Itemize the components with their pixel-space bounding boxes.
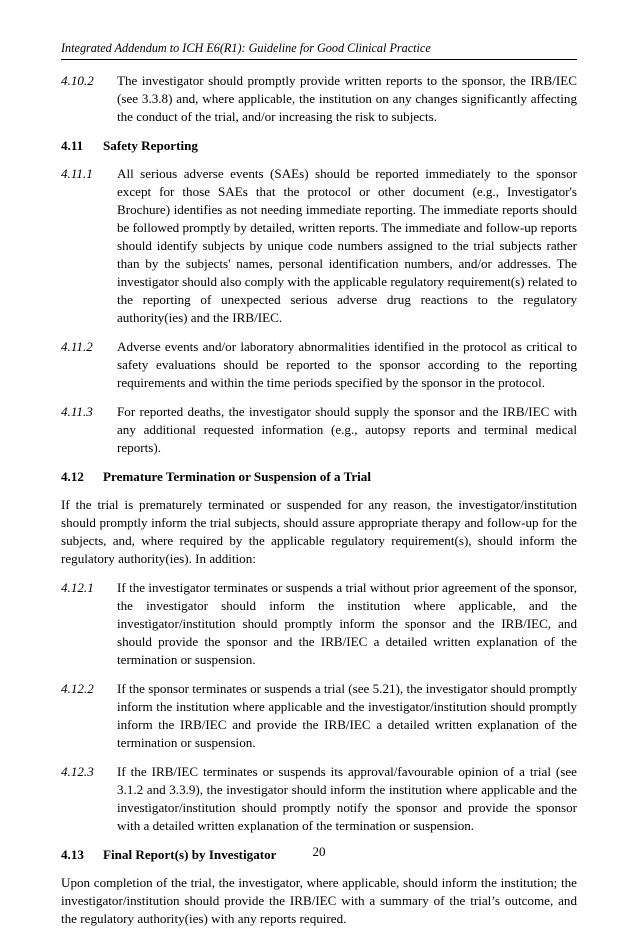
clause-4-11-2 xyxy=(61,338,577,392)
clause-4-11-3 xyxy=(61,403,577,457)
running-header: Integrated Addendum to ICH E6(R1): Guideline for Good Clinical Practice xyxy=(61,41,577,60)
section-title: Premature Termination or Suspension of a Trial xyxy=(103,469,371,484)
section-number: 4.12 xyxy=(61,469,84,484)
clause-number: 4.11.3 xyxy=(61,404,93,419)
section-title: Final Report(s) by Investigator xyxy=(103,847,277,862)
clause-text: If the investigator terminates or suspends a trial without prior agreement of the sponsor, the investigator should inform the institution where applicable, and the investigator/institution should promptly inform the sponsor and the IRB/IEC, and should provide the sponsor and the IRB/IEC a detailed written explanation of the termination or suspension. xyxy=(117,580,577,667)
section-number: 4.11 xyxy=(61,138,84,153)
section-number: 4.13 xyxy=(61,847,84,862)
clause-number: 4.12.1 xyxy=(61,580,94,595)
section-heading-4-11 xyxy=(61,137,577,155)
section-title: Safety Reporting xyxy=(103,138,198,153)
section-4-12-intro: If the trial is prematurely terminated or suspended for any reason, the investigator/institution should promptly inform the trial subjects, should assure appropriate therapy and follow-up for the subjects, and, where required by the applicable regulatory requirement(s), should inform the regulatory authority(ies). In addition: xyxy=(61,497,577,566)
clause-number: 4.12.3 xyxy=(61,764,94,779)
clause-text: If the IRB/IEC terminates or suspends its approval/favourable opinion of a trial (see 3.1.2 and 3.3.9), the investigator should inform the institution where applicable and the investigator/institution should promptly notify the sponsor and provide the sponsor with a detailed written explanation of the termination or suspension. xyxy=(117,764,577,833)
clause-text: All serious adverse events (SAEs) should be reported immediately to the sponsor except for those SAEs that the protocol or other document (e.g., Investigator's Brochure) identifies as not needing immediate reporting. The immediate reports should be followed promptly by detailed, written reports. The immediate and follow-up reports should identify subjects by unique code numbers assigned to the trial subjects rather than by the subjects' names, personal identification numbers, and/or addresses. The investigator should also comply with the applicable regulatory requirement(s) related to the reporting of unexpected serious adverse drug reactions to the regulatory authority(ies) and the IRB/IEC. xyxy=(117,166,577,325)
clause-4-10-2 xyxy=(61,72,577,126)
clause-number: 4.11.1 xyxy=(61,166,93,181)
clause-text: Adverse events and/or laboratory abnormalities identified in the protocol as critical to safety evaluations should be reported to the sponsor according to the reporting requirements and within the time periods specified by the sponsor in the protocol. xyxy=(117,339,577,390)
clause-number: 4.12.2 xyxy=(61,681,94,696)
clause-text: For reported deaths, the investigator should supply the sponsor and the IRB/IEC with any additional requested information (e.g., autopsy reports and terminal medical reports). xyxy=(117,404,577,455)
clause-number: 4.10.2 xyxy=(61,73,94,88)
clause-4-12-1 xyxy=(61,579,577,669)
clause-4-11-1 xyxy=(61,165,577,327)
page-number: 20 xyxy=(312,844,326,859)
section-heading-4-12 xyxy=(61,468,577,486)
section-4-13-text: Upon completion of the trial, the investigator, where applicable, should inform the institution; the investigator/institution should provide the IRB/IEC with a summary of the trial’s outcome, and the regulatory authority(ies) with any reports required. xyxy=(61,875,577,926)
clause-4-12-3 xyxy=(61,763,577,835)
page-content xyxy=(61,72,577,939)
clause-4-12-2 xyxy=(61,680,577,752)
clause-text: If the sponsor terminates or suspends a trial (see 5.21), the investigator should promptly inform the institution where applicable and the investigator/institution should promptly inform the IRB/IEC and provide the IRB/IEC a detailed written explanation of the termination or suspension. xyxy=(117,681,578,750)
clause-text: The investigator should promptly provide written reports to the sponsor, the IRB/IEC (see 3.3.8) and, where applicable, the institution on any changes significantly affecting the conduct of the trial, and/or increasing the risk to subjects. xyxy=(117,73,577,124)
clause-number: 4.11.2 xyxy=(61,339,93,354)
